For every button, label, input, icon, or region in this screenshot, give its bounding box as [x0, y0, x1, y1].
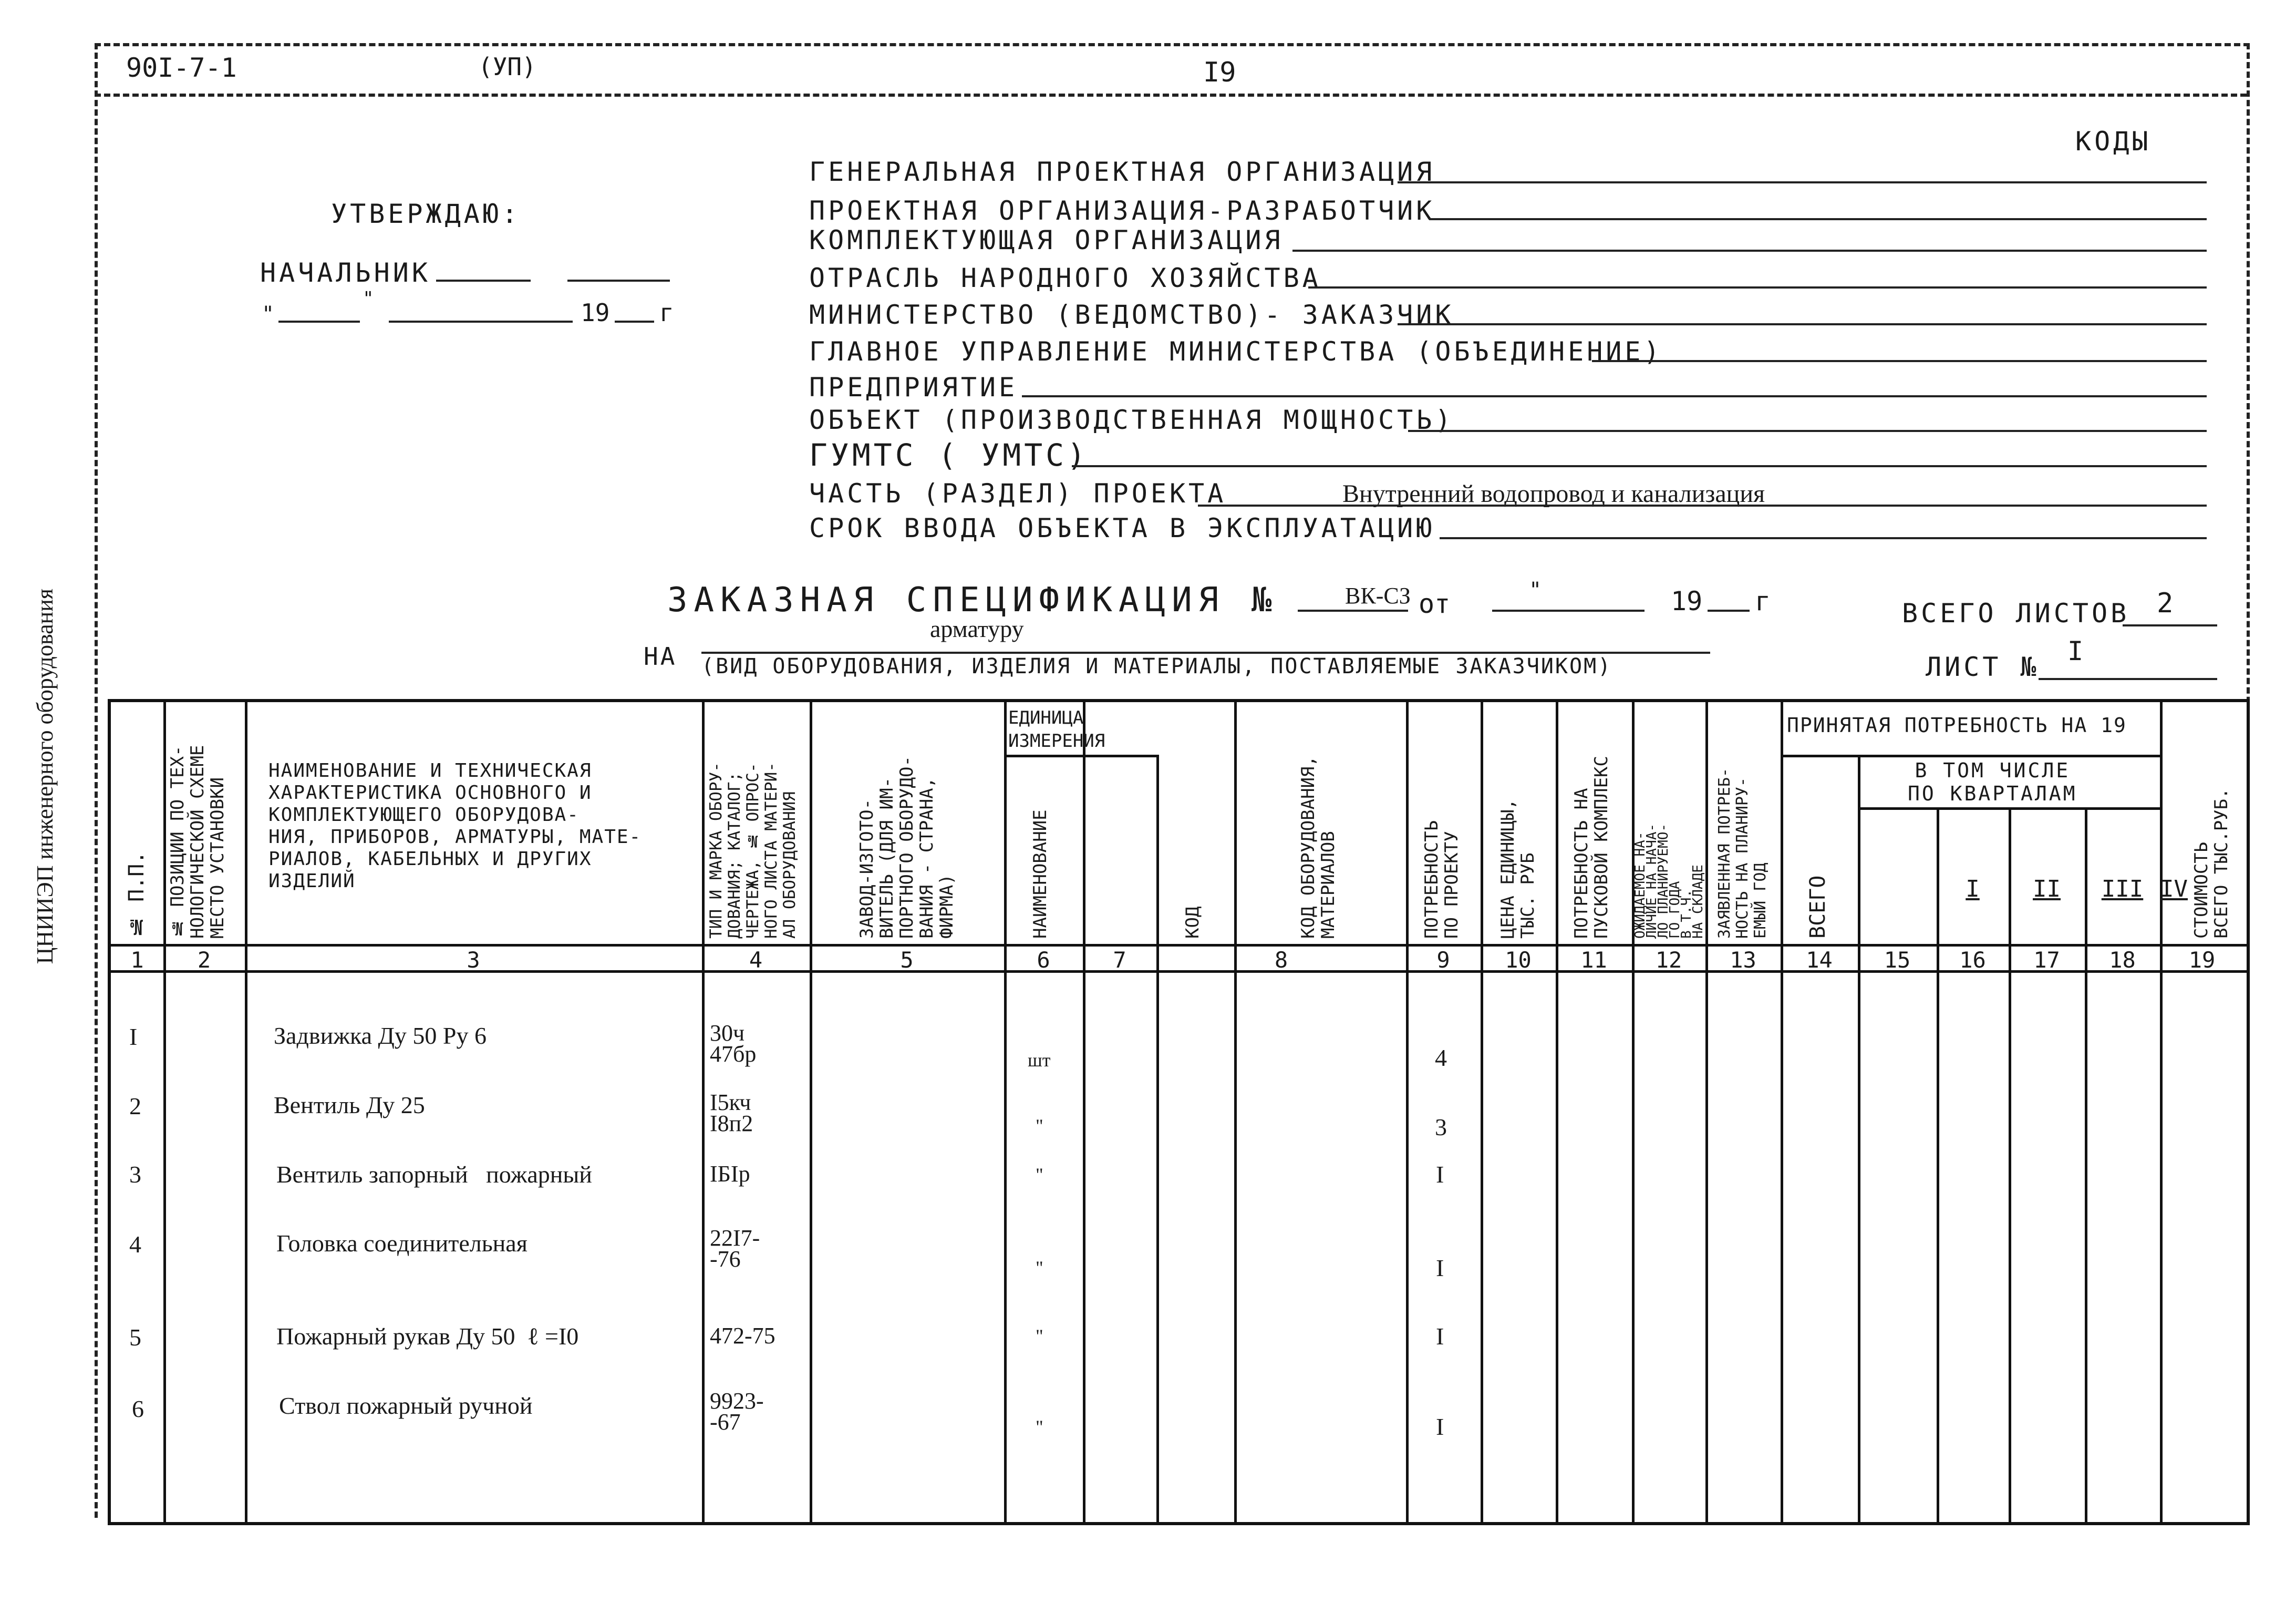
header-q2: II	[2033, 876, 2061, 902]
field-label-main-dept: ГЛАВНОЕ УПРАВЛЕНИЕ МИНИСТЕРСТВА (ОБЪЕДИНЕНИЕ)	[809, 336, 1663, 367]
row-type: 9923- -67	[710, 1388, 764, 1435]
field-label-industry: ОТРАСЛЬ НАРОДНОГО ХОЗЯЙСТВА	[809, 263, 1321, 293]
codes-label: КОДЫ	[2075, 126, 2152, 157]
spec-number: ВК-СЗ	[1345, 583, 1411, 609]
field-label-general-org: ГЕНЕРАЛЬНАЯ ПРОЕКТНАЯ ОРГАНИЗАЦИЯ	[809, 157, 1435, 187]
row-number: 4	[129, 1231, 141, 1258]
row-type: 22I7- -76	[710, 1225, 760, 1272]
row-number: 5	[129, 1324, 141, 1351]
approval-year-line	[615, 321, 654, 323]
col-number: 1	[130, 947, 144, 973]
col-number: 7	[1113, 947, 1126, 973]
row-unit: "	[1036, 1115, 1043, 1136]
chief-name-line	[567, 280, 670, 282]
spec-number-line	[1298, 610, 1408, 612]
col-number: 16	[1959, 947, 1986, 973]
field-line-general-org	[1398, 181, 2207, 183]
row-name: Вентиль Ду 25	[274, 1092, 425, 1118]
col-number: 19	[2188, 947, 2216, 973]
row-quantity: I	[1436, 1323, 1444, 1350]
row-type: IБIр	[710, 1161, 750, 1187]
sheet-value: I	[2067, 636, 2084, 666]
header-total: ВСЕГО	[1806, 875, 1830, 939]
header-row-number: № П.П.	[125, 851, 149, 939]
row-quantity: I	[1436, 1255, 1444, 1281]
col-number: 8	[1274, 947, 1288, 973]
field-label-commissioning: СРОК ВВОДА ОБЪЕКТА В ЭКСПЛУАТАЦИЮ	[809, 513, 1435, 543]
col-number: 4	[749, 947, 763, 973]
row-unit: "	[1036, 1257, 1043, 1278]
col-number: 11	[1580, 947, 1607, 973]
col-number: 18	[2109, 947, 2136, 973]
header-expected-stock: ОЖИДАЕМОЕ НА- ЛИЧИЕ НА НАЧА- ЛО ПЛАНИРУЕМО- ГО ГОДА В Т.Ч. НА СКЛАДЕ	[1632, 823, 1706, 939]
chief-label: НАЧАЛЬНИК	[260, 258, 431, 288]
spec-year-prefix: 19	[1671, 586, 1703, 616]
row-name: Задвижка Ду 50 Ру 6	[274, 1022, 487, 1049]
col-number: 9	[1436, 947, 1450, 973]
header-q1: I	[1966, 876, 1980, 902]
approval-year-suffix: г	[659, 299, 674, 327]
specification-table: № П.П. № ПОЗИЦИИ ПО ТЕХ- НОЛОГИЧЕСКОЙ СХЕМЕ МЕСТО УСТАНОВКИ НАИМЕНОВАНИЕ И ТЕХНИЧЕСКАЯ ХАРАКТЕРИСТИКА ОСНОВНОГО И КОМПЛЕКТУЮЩЕГО ОБОРУДОВА- НИЯ, ПРИБОРОВ, АРМАТУРЫ, МАТЕ- РИАЛОВ, КАБЕЛЬНЫХ И ДРУГИХ ИЗДЕЛИЙ ТИП И МАРКА ОБОРУ- ДОВАНИЯ; КАТАЛОГ; ЧЕРТЕЖА, № ОПРОС- НОГО ЛИСТА МАТЕРИ- АЛ ОБОРУДОВАНИЯ ЗАВОД-ИЗГОТО- ВИТЕЛЬ (ДЛЯ ИМ- ПОРТНОГО ОБОРУДО- ВАНИЯ - СТРАНА, ФИРМА) ЕДИНИЦА ИЗМЕРЕНИЯ НАИМЕНОВАНИЕ КОД КОД ОБОРУДОВАНИЯ, МАТЕРИАЛОВ ПОТРЕБНОСТЬ ПО ПРОЕКТУ ЦЕНА ЕДИНИЦЫ, ТЫС. РУБ ПОТРЕБНОСТЬ НА ПУСКОВОЙ КОМПЛЕКС ОЖИДАЕМОЕ НА- ЛИЧИЕ НА НАЧА- ЛО ПЛАНИРУЕМО- ГО ГОДА В Т.Ч. НА СКЛАДЕ ЗАЯВЛЕННАЯ ПОТРЕБ- НОСТЬ НА ПЛАНИРУ- ЕМЫЙ ГОД ПРИНЯТАЯ ПОТРЕБНОСТЬ НА 19 В ТОМ ЧИСЛЕ ПО КВАРТАЛАМ ВСЕГО I II III IV СТОИМОСТЬ ВСЕГО ТЫС.РУБ. 1 2 3 4 5 6 7 8 9 10 11 12 13 14 15 16 17 18 19 I Задвижка Ду 50 Ру 6 30ч 47бр шт 4 2 Вентиль Ду 25 I5кч I8п2 " 3 3 Вентиль запорный пожарный IБIр " I 4 Головка соединительная 22I7- -76 " I 5 Пожарный рукав Ду 50 ℓ =I0 472-75 " I 6 Ствол пожарный ручной 9923- -67 " I	[108, 699, 2250, 1525]
spec-year-line	[1708, 610, 1750, 612]
field-line-gumts	[1072, 465, 2207, 467]
header-q3: III	[2101, 876, 2144, 902]
header-accepted: ПРИНЯТАЯ ПОТРЕБНОСТЬ НА 19	[1787, 714, 2127, 737]
header-startup-need: ПОТРЕБНОСТЬ НА ПУСКОВОЙ КОМПЛЕКС	[1571, 756, 1612, 939]
field-label-gumts: ГУМТС ( УМТС)	[809, 437, 1089, 473]
header-unit-price: ЦЕНА ЕДИНИЦЫ, ТЫС. РУБ	[1497, 798, 1538, 939]
spec-year-suffix: г	[1755, 586, 1771, 616]
spec-from-label: от	[1419, 589, 1451, 619]
row-name: Ствол пожарный ручной	[279, 1392, 533, 1419]
header-type-mark: ТИП И МАРКА ОБОРУ- ДОВАНИЯ; КАТАЛОГ; ЧЕРТЕЖА, № ОПРОС- НОГО ЛИСТА МАТЕРИ- АЛ ОБОРУДОВАНИЯ	[707, 762, 799, 939]
approval-month-line	[389, 321, 573, 323]
col-number: 5	[900, 947, 914, 973]
header-name: НАИМЕНОВАНИЕ И ТЕХНИЧЕСКАЯ ХАРАКТЕРИСТИКА ОСНОВНОГО И КОМПЛЕКТУЮЩЕГО ОБОРУДОВА- НИЯ, ПРИБОРОВ, АРМАТУРЫ, МАТЕ- РИАЛОВ, КАБЕЛЬНЫХ И ДРУГИХ ИЗДЕЛИЙ	[268, 760, 642, 892]
field-value-project-part: Внутренний водопровод и канализация	[1342, 480, 1765, 508]
total-sheets-value: 2	[2157, 588, 2174, 619]
spec-title: ЗАКАЗНАЯ СПЕЦИФИКАЦИЯ №	[667, 581, 1278, 620]
approval-title: УТВЕРЖДАЮ:	[331, 199, 521, 229]
approval-date-mid: "	[363, 288, 374, 310]
field-label-enterprise: ПРЕДПРИЯТИЕ	[809, 372, 1018, 403]
row-unit: "	[1036, 1416, 1043, 1437]
row-name: Вентиль запорный пожарный	[276, 1161, 592, 1188]
row-name: Пожарный рукав Ду 50 ℓ =I0	[276, 1323, 579, 1350]
total-sheets-label: ВСЕГО ЛИСТОВ	[1902, 598, 2130, 629]
field-line-enterprise	[1022, 395, 2207, 397]
total-sheets-line	[2123, 624, 2217, 626]
field-line-supply-org	[1292, 250, 2207, 252]
col-number: 2	[197, 947, 211, 973]
header-cost: СТОИМОСТЬ ВСЕГО ТЫС.РУБ.	[2191, 788, 2232, 939]
spec-subject: арматуру	[930, 615, 1024, 642]
col-number: 12	[1655, 947, 1682, 973]
row-name: Головка соединительная	[276, 1230, 528, 1257]
approval-date-open: "	[262, 302, 275, 326]
col-number: 6	[1037, 947, 1050, 973]
approval-day-line	[278, 321, 360, 323]
sheet-line	[2039, 678, 2217, 680]
header-unit-name: НАИМЕНОВАНИЕ	[1030, 809, 1051, 939]
row-type: I5кч I8п2	[710, 1089, 753, 1136]
doc-code: 90I-7-1	[126, 53, 237, 83]
chief-signature-line	[436, 280, 531, 282]
header-material-code: КОД ОБОРУДОВАНИЯ, МАТЕРИАЛОВ	[1298, 756, 1339, 939]
field-line-ministry	[1398, 323, 2207, 325]
field-label-ministry: МИНИСТЕРСТВО (ВЕДОМСТВО)- ЗАКАЗЧИК	[809, 300, 1454, 330]
row-unit: "	[1036, 1164, 1043, 1185]
row-number: I	[129, 1023, 138, 1050]
spec-subject-line	[701, 652, 1710, 654]
side-note: ЦНИИЭП инженерного оборудования	[32, 589, 58, 964]
field-line-commissioning	[1440, 537, 2207, 539]
sheet-label: ЛИСТ №	[1926, 652, 2040, 682]
row-quantity: I	[1436, 1413, 1444, 1440]
field-line-industry	[1308, 286, 2207, 289]
approval-year-prefix: 19	[581, 299, 610, 327]
header-quarters: В ТОМ ЧИСЛЕ ПО КВАРТАЛАМ	[1908, 759, 2077, 805]
field-label-project-part: ЧАСТЬ (РАЗДЕЛ) ПРОЕКТА	[809, 478, 1227, 509]
field-line-object	[1408, 430, 2207, 432]
col-number: 15	[1884, 947, 1911, 973]
spec-subject-caption: (ВИД ОБОРУДОВАНИЯ, ИЗДЕЛИЯ И МАТЕРИАЛЫ, ПОСТАВЛЯЕМЫЕ ЗАКАЗЧИКОМ)	[701, 654, 1612, 679]
doc-volume: (УП)	[478, 53, 536, 81]
row-number: 6	[132, 1395, 144, 1422]
header-manufacturer: ЗАВОД-ИЗГОТО- ВИТЕЛЬ (ДЛЯ ИМ- ПОРТНОГО ОБОРУДО- ВАНИЯ - СТРАНА, ФИРМА)	[856, 756, 957, 939]
row-quantity: 4	[1435, 1044, 1447, 1071]
row-number: 2	[129, 1093, 141, 1119]
row-type: 30ч 47бр	[710, 1020, 757, 1067]
row-quantity: I	[1436, 1161, 1444, 1188]
header-unit-code: КОД	[1182, 906, 1203, 939]
row-number: 3	[129, 1161, 141, 1188]
spec-date-line	[1492, 610, 1645, 612]
col-number: 10	[1505, 947, 1532, 973]
field-label-object: ОБЪЕКТ (ПРОИЗВОДСТВЕННАЯ МОЩНОСТЬ)	[809, 405, 1454, 435]
field-line-main-dept	[1592, 360, 2207, 362]
spec-date-quote: "	[1529, 578, 1542, 602]
page-number: I9	[1203, 57, 1236, 88]
header-position: № ПОЗИЦИИ ПО ТЕХ- НОЛОГИЧЕСКОЙ СХЕМЕ МЕСТО УСТАНОВКИ	[167, 745, 228, 939]
row-unit: "	[1036, 1325, 1043, 1346]
col-number: 3	[467, 947, 480, 973]
header-declared-need: ЗАЯВЛЕННАЯ ПОТРЕБ- НОСТЬ НА ПЛАНИРУ- ЕМЫЙ ГОД	[1715, 767, 1770, 939]
col-number: 17	[2033, 947, 2060, 973]
header-divider	[95, 94, 2247, 97]
row-unit: шт	[1028, 1050, 1051, 1071]
col-number: 14	[1806, 947, 1833, 973]
spec-on-label: НА	[644, 642, 677, 671]
row-quantity: 3	[1435, 1114, 1447, 1140]
field-label-supply-org: КОМПЛЕКТУЮЩАЯ ОРГАНИЗАЦИЯ	[809, 225, 1284, 255]
col-number: 13	[1730, 947, 1756, 973]
header-units: ЕДИНИЦА ИЗМЕРЕНИЯ	[1008, 707, 1105, 752]
field-line-design-org	[1429, 218, 2207, 220]
field-line-project-part	[1198, 505, 2207, 507]
row-type: 472-75	[710, 1323, 775, 1349]
header-design-need: ПОТРЕБНОСТЬ ПО ПРОЕКТУ	[1421, 820, 1462, 939]
field-label-design-org: ПРОЕКТНАЯ ОРГАНИЗАЦИЯ-РАЗРАБОТЧИК	[809, 196, 1435, 226]
